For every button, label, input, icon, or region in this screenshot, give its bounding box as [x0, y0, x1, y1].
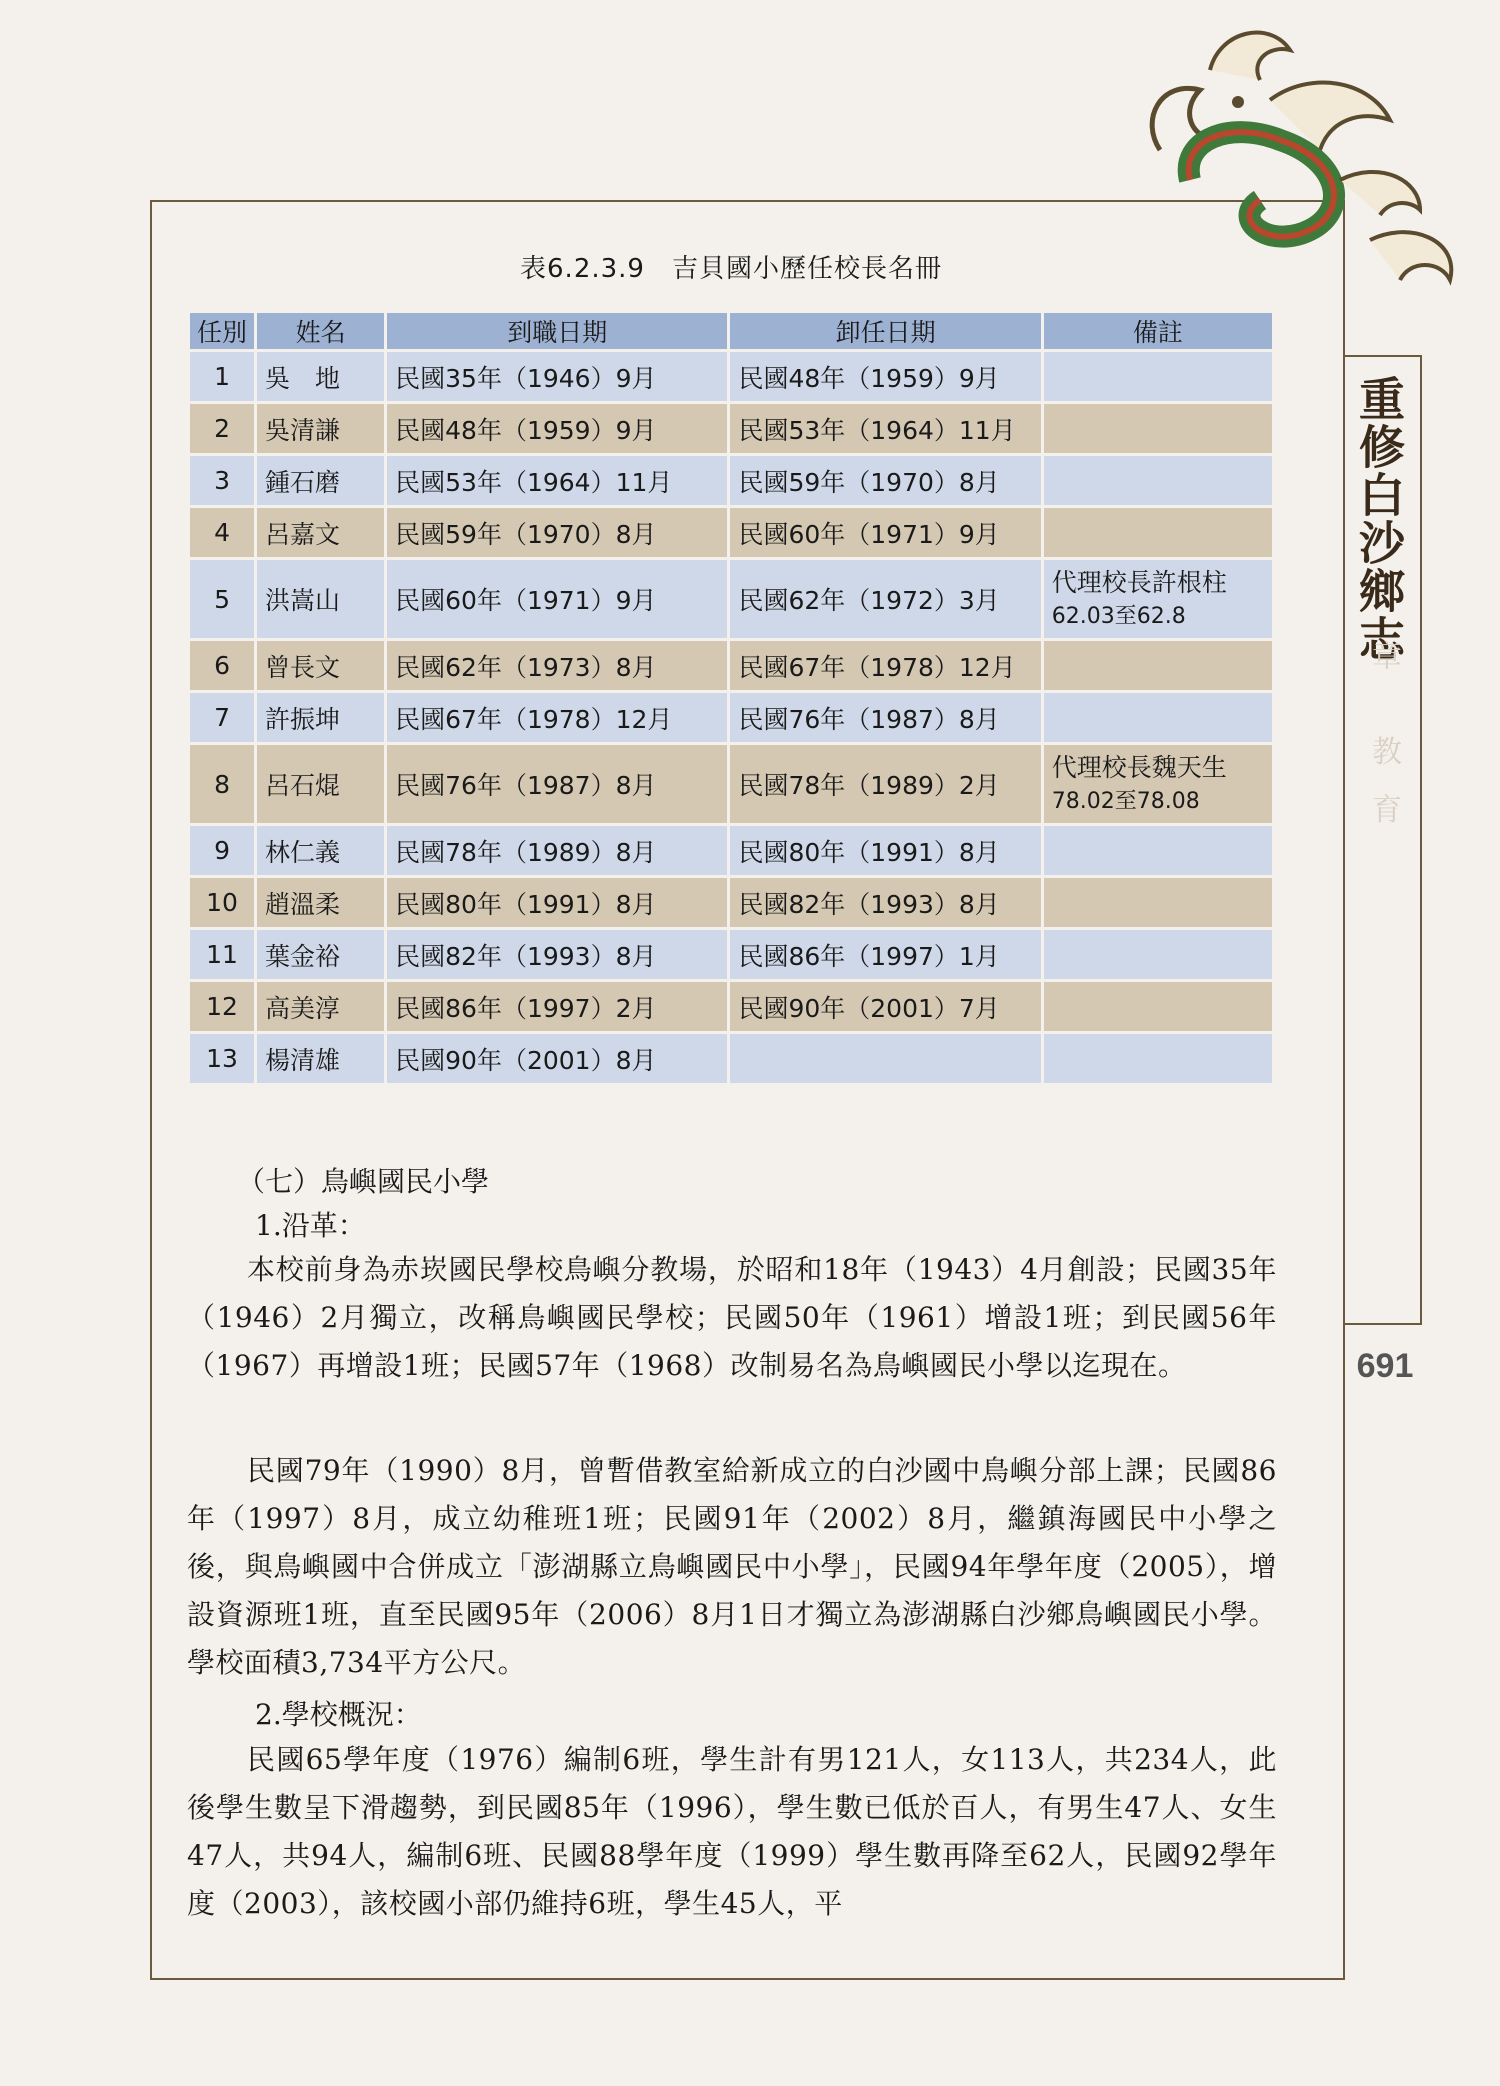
- cell-end: 民國60年（1971）9月: [730, 508, 1040, 557]
- table-row: [190, 404, 1272, 453]
- cell-end: 民國59年（1970）8月: [730, 456, 1040, 505]
- table-row: [190, 641, 1272, 690]
- cell-note: [1044, 404, 1272, 453]
- cell-name: 葉金裕: [257, 930, 384, 979]
- cell-no: 6: [190, 641, 254, 690]
- table-row: [190, 745, 1272, 823]
- side-faint-chapter: 章 教育: [1366, 640, 1401, 852]
- cell-no: 3: [190, 456, 254, 505]
- note-period: 62.03至62.8: [1051, 604, 1186, 630]
- cell-end: 民國82年（1993）8月: [730, 878, 1040, 927]
- cell-name: 呂嘉文: [257, 508, 384, 557]
- cell-end: 民國78年（1989）2月: [730, 745, 1040, 823]
- header-name: 姓名: [257, 313, 384, 349]
- note-period: 78.02至78.08: [1051, 789, 1200, 815]
- cell-end: 民國53年（1964）11月: [730, 404, 1040, 453]
- cell-note: [1044, 641, 1272, 690]
- cell-start: 民國76年（1987）8月: [387, 745, 727, 823]
- cell-note: [1044, 352, 1272, 401]
- cell-name: 林仁義: [257, 826, 384, 875]
- cell-start: 民國78年（1989）8月: [387, 826, 727, 875]
- header-start: 到職日期: [387, 313, 727, 349]
- cell-end: 民國80年（1991）8月: [730, 826, 1040, 875]
- cell-note: [1044, 1034, 1272, 1083]
- cell-note: [1044, 826, 1272, 875]
- cell-name: 吳 地: [257, 352, 384, 401]
- cell-no: 1: [190, 352, 254, 401]
- cell-end: 民國48年（1959）9月: [730, 352, 1040, 401]
- table-row: [190, 693, 1272, 742]
- cell-name: 許振坤: [257, 693, 384, 742]
- header-note: 備註: [1044, 313, 1272, 349]
- table-row: [190, 982, 1272, 1031]
- table-row: [190, 1034, 1272, 1083]
- cell-start: 民國67年（1978）12月: [387, 693, 727, 742]
- table-row: [190, 352, 1272, 401]
- header-end: 卸任日期: [730, 313, 1040, 349]
- paragraph-overview: 民國65學年度（1976）編制6班，學生計有男121人，女113人，共234人，此後學生數呈下滑趨勢，到民國85年（1996），學生數已低於百人，有男生47人、女生47人，共94人，編制6班、民國88學年度（1999）學生數再降至62人，民國92學年度（2003），該校國小部仍維持6班，學生45人，平: [187, 1743, 1277, 1920]
- cell-no: 7: [190, 693, 254, 742]
- cell-end: 民國62年（1972）3月: [730, 560, 1040, 638]
- table-header-row: [190, 313, 1272, 349]
- cell-name: 趙溫柔: [257, 878, 384, 927]
- cell-start: 民國90年（2001）8月: [387, 1034, 727, 1083]
- cell-no: 2: [190, 404, 254, 453]
- cell-no: 10: [190, 878, 254, 927]
- cell-no: 12: [190, 982, 254, 1031]
- cell-name: 吳清謙: [257, 404, 384, 453]
- cell-start: 民國62年（1973）8月: [387, 641, 727, 690]
- cell-name: 高美淳: [257, 982, 384, 1031]
- cell-start: 民國82年（1993）8月: [387, 930, 727, 979]
- cell-start: 民國86年（1997）2月: [387, 982, 727, 1031]
- cell-no: 9: [190, 826, 254, 875]
- section-heading: （七）鳥嶼國民小學: [237, 1165, 490, 1198]
- table-row: [190, 456, 1272, 505]
- principals-table: [187, 310, 1275, 1086]
- cell-note: [1044, 560, 1272, 638]
- paragraph-history-2: 民國79年（1990）8月，曾暫借教室給新成立的白沙國中鳥嶼分部上課；民國86年（1997）8月，成立幼稚班1班；民國91年（2002）8月，繼鎮海國民中小學之後，與鳥嶼國中合併成立「澎湖縣立鳥嶼國民中小學」，民國94年學年度（2005），增設資源班1班，直至民國95年（2006）8月1日才獨立為澎湖縣白沙鄉鳥嶼國民小學。學校面積3,734平方公尺。: [187, 1454, 1277, 1679]
- note-text: 代理校長魏天生: [1051, 752, 1227, 782]
- header-no: 任別: [190, 313, 254, 349]
- cell-no: 11: [190, 930, 254, 979]
- table-row: [190, 826, 1272, 875]
- cell-no: 8: [190, 745, 254, 823]
- cell-start: 民國59年（1970）8月: [387, 508, 727, 557]
- paragraph-history-1: 本校前身為赤崁國民學校鳥嶼分教場，於昭和18年（1943）4月創設；民國35年（1946）2月獨立，改稱鳥嶼國民學校；民國50年（1961）增設1班；到民國56年（1967）再增設1班；民國57年（1968）改制易名為鳥嶼國民小學以迄現在。: [187, 1253, 1277, 1382]
- cell-start: 民國53年（1964）11月: [387, 456, 727, 505]
- note-text: 代理校長許根柱: [1051, 567, 1227, 597]
- table-row: [190, 930, 1272, 979]
- cell-name: 呂石焜: [257, 745, 384, 823]
- sub-heading-overview: 2.學校概況：: [255, 1698, 422, 1731]
- cell-note: [1044, 930, 1272, 979]
- cell-end: 民國86年（1997）1月: [730, 930, 1040, 979]
- cell-name: 洪嵩山: [257, 560, 384, 638]
- cell-name: 曾長文: [257, 641, 384, 690]
- table-title: 表6.2.3.9 吉貝國小歷任校長名冊: [520, 254, 942, 284]
- cell-start: 民國80年（1991）8月: [387, 878, 727, 927]
- cell-end: 民國76年（1987）8月: [730, 693, 1040, 742]
- cell-note: [1044, 456, 1272, 505]
- table-row: [190, 560, 1272, 638]
- cell-end: [730, 1034, 1040, 1083]
- sub-heading-history: 1.沿革：: [255, 1209, 366, 1242]
- cell-end: 民國90年（2001）7月: [730, 982, 1040, 1031]
- cell-no: 4: [190, 508, 254, 557]
- cell-note: [1044, 508, 1272, 557]
- cell-no: 13: [190, 1034, 254, 1083]
- cell-note: [1044, 745, 1272, 823]
- cell-start: 民國60年（1971）9月: [387, 560, 727, 638]
- cell-start: 民國35年（1946）9月: [387, 352, 727, 401]
- page-number: 691: [1356, 1347, 1414, 1385]
- table-row: [190, 508, 1272, 557]
- cell-end: 民國67年（1978）12月: [730, 641, 1040, 690]
- cell-note: [1044, 878, 1272, 927]
- cell-note: [1044, 982, 1272, 1031]
- cell-name: 楊清雄: [257, 1034, 384, 1083]
- cell-name: 鍾石磨: [257, 456, 384, 505]
- side-title: 重修白沙鄉志: [1352, 375, 1406, 663]
- cell-note: [1044, 693, 1272, 742]
- cell-no: 5: [190, 560, 254, 638]
- cell-start: 民國48年（1959）9月: [387, 404, 727, 453]
- table-row: [190, 878, 1272, 927]
